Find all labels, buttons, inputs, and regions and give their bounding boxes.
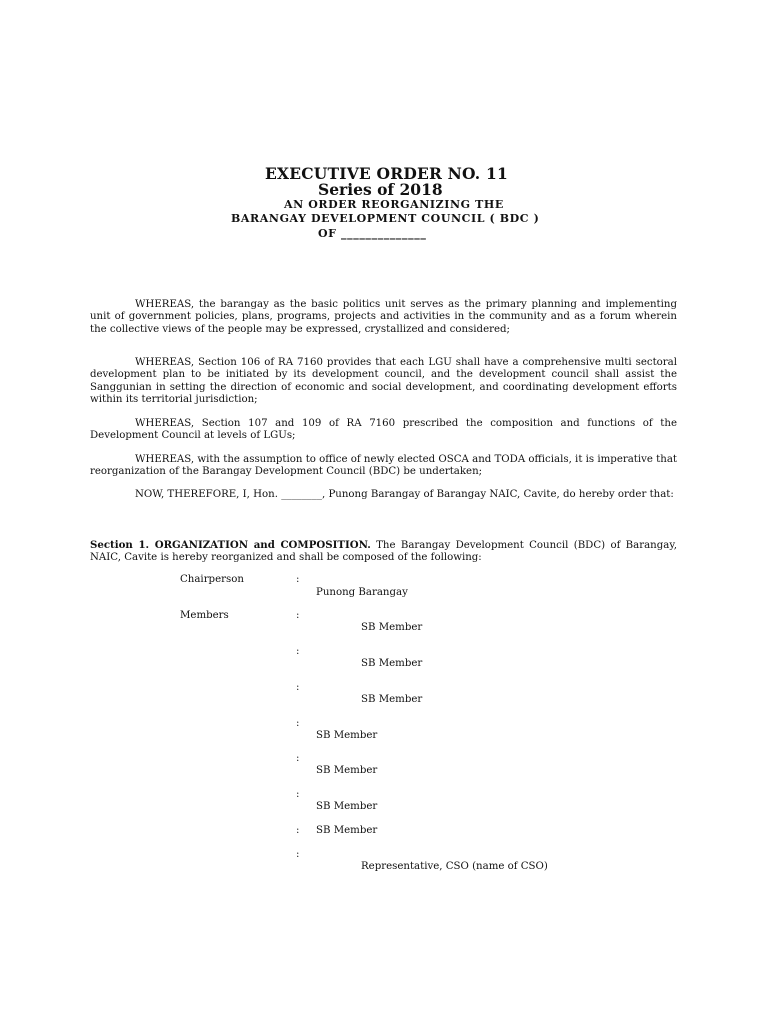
member-entry: SB Member	[316, 765, 378, 776]
order-title: EXECUTIVE ORDER NO. 11	[265, 164, 508, 183]
colon: :	[296, 610, 300, 621]
order-subtitle-line2: BARANGAY DEVELOPMENT COUNCIL ( BDC )	[231, 212, 540, 225]
section-1-text: The Barangay Development Council (BDC) of Barangay, NAIC, Cavite is hereby reorganized and shall be composed of the following:	[90, 540, 677, 564]
colon: :	[296, 825, 300, 836]
chairperson-label: Chairperson	[180, 574, 244, 585]
member-entry: SB Member	[316, 801, 378, 812]
whereas-paragraph-3: WHEREAS, Section 107 and 109 of RA 7160 prescribed the composition and functions of the Development Council at levels of LGUs;	[90, 418, 677, 442]
whereas-paragraph-2: WHEREAS, Section 106 of RA 7160 provides that each LGU shall have a comprehensive multi sectoral development plan to be initiated by its development council, and the development council shall assist the Sanggunian in setting the direction of economic and social development, and coordinating development efforts within its territorial jurisdiction;	[90, 357, 677, 406]
member-entry: SB Member	[316, 730, 378, 741]
member-entry: SB Member	[361, 622, 423, 633]
members-label: Members	[180, 610, 229, 621]
member-entry: Representative, CSO (name of CSO)	[361, 861, 548, 872]
order-subtitle-line1: AN ORDER REORGANIZING THE	[284, 198, 504, 211]
order-subtitle-line3: OF ______________	[318, 227, 427, 240]
member-entry: SB Member	[361, 658, 423, 669]
section-1-paragraph	[90, 539, 677, 565]
colon: :	[296, 682, 300, 693]
colon: :	[296, 849, 300, 860]
section-1-heading: Section 1. ORGANIZATION and COMPOSITION.	[90, 539, 371, 551]
whereas-paragraph-4: WHEREAS, with the assumption to office of newly elected OSCA and TODA officials, it is imperative that reorganization of the Barangay Development Council (BDC) be undertaken;	[90, 454, 677, 478]
colon: :	[296, 789, 300, 800]
chairperson-value: Punong Barangay	[316, 587, 408, 598]
member-entry: SB Member	[361, 694, 423, 705]
order-series: Series of 2018	[318, 180, 443, 199]
colon: :	[296, 718, 300, 729]
whereas-paragraph-1: WHEREAS, the barangay as the basic politics unit serves as the primary planning and implementing unit of government policies, plans, programs, projects and activities in the community and as a forum wherein the collective views of the people may be expressed, crystallized and considered;	[90, 299, 677, 335]
member-entry: SB Member	[316, 825, 378, 836]
colon: :	[296, 753, 300, 764]
colon: :	[296, 574, 300, 585]
now-therefore-paragraph: NOW, THEREFORE, I, Hon. ________, Punong Barangay of Barangay NAIC, Cavite, do hereby order that:	[135, 489, 674, 500]
colon: :	[296, 646, 300, 657]
